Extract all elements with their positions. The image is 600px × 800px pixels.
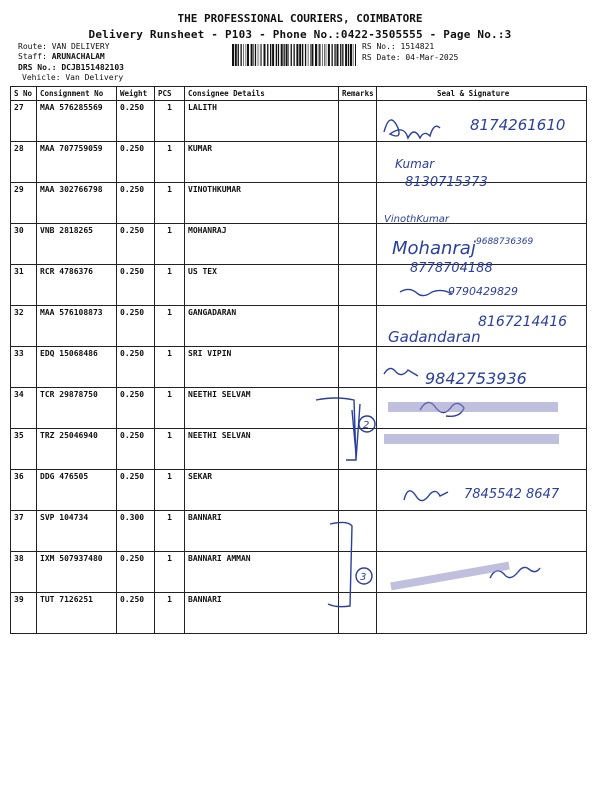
phone-31b: 9790429829 [448, 285, 518, 298]
cell-consignee: NEETHI SELVAM [185, 388, 339, 429]
cell-pcs: 1 [155, 265, 185, 306]
table-row [11, 552, 587, 593]
table-row [11, 142, 587, 183]
cell-signature [377, 224, 587, 265]
cell-consignment: IXM 507937480 [37, 552, 117, 593]
barcode-bar [350, 44, 352, 66]
barcode-bar [235, 44, 237, 66]
name-32: Gadandaran [388, 328, 481, 346]
cell-pcs: 1 [155, 183, 185, 224]
phone-36: 7845542 8647 [464, 487, 560, 502]
name-28: Kumar [395, 157, 435, 171]
cell-consignment: TUT 7126251 [37, 593, 117, 634]
cell-signature [377, 101, 587, 142]
cell-signature [377, 306, 587, 347]
cell-pcs: 1 [155, 552, 185, 593]
barcode-bar [310, 44, 311, 66]
cell-consignment: TCR 29878750 [37, 388, 117, 429]
cell-pcs: 1 [155, 593, 185, 634]
cell-signature [377, 511, 587, 552]
table-row [11, 224, 587, 265]
barcode-bar [324, 44, 325, 66]
barcode-bar [296, 44, 298, 66]
cell-pcs: 1 [155, 142, 185, 183]
cell-remarks [339, 511, 377, 552]
cell-consignee: KUMAR [185, 142, 339, 183]
barcode-bar [334, 44, 335, 66]
cell-consignee: BANNARI AMMAN [185, 552, 339, 593]
cell-consignee: SRI VIPIN [185, 347, 339, 388]
runsheet-table [10, 86, 587, 634]
cell-consignment: MAA 707759059 [37, 142, 117, 183]
cell-consignment: RCR 4786376 [37, 265, 117, 306]
cell-weight: 0.250 [117, 183, 155, 224]
cell-sno: 39 [11, 593, 37, 634]
cell-consignee: BANNARI [185, 511, 339, 552]
barcode-bar [332, 44, 333, 66]
barcode-bar [288, 44, 289, 66]
barcode-bar [258, 44, 259, 66]
cell-consignment: EDQ 15068486 [37, 347, 117, 388]
table-row [11, 593, 587, 634]
cell-consignee: BANNARI [185, 593, 339, 634]
cell-remarks [339, 388, 377, 429]
table-row [11, 429, 587, 470]
barcode-bar [281, 44, 283, 66]
table-row [11, 306, 587, 347]
barcode-bar [264, 44, 266, 66]
barcode-bar [337, 44, 339, 66]
cell-sno: 33 [11, 347, 37, 388]
barcode-bar [260, 44, 261, 66]
rs-number: RS No.: 1514821 [362, 42, 435, 51]
table-row [11, 388, 587, 429]
barcode-bar [247, 44, 249, 66]
barcode-bar [355, 44, 356, 66]
barcode-bar [286, 44, 288, 66]
cell-pcs: 1 [155, 470, 185, 511]
cell-consignment: SVP 104734 [37, 511, 117, 552]
barcode-bar [238, 44, 239, 66]
cell-signature [377, 183, 587, 224]
barcode-bar [340, 44, 341, 66]
cell-consignment: MAA 576285569 [37, 101, 117, 142]
cell-sno: 29 [11, 183, 37, 224]
barcode-bar [276, 44, 277, 66]
barcode-bar [232, 44, 234, 66]
table-row [11, 470, 587, 511]
col-weight: Weight [117, 87, 155, 101]
cell-consignee: GANGADARAN [185, 306, 339, 347]
phone-27: 8174261610 [470, 116, 566, 134]
cell-sno: 30 [11, 224, 37, 265]
cell-pcs: 1 [155, 429, 185, 470]
phone-32: 8167214416 [478, 314, 568, 330]
cell-sno: 32 [11, 306, 37, 347]
cell-weight: 0.250 [117, 306, 155, 347]
cell-sno: 27 [11, 101, 37, 142]
barcode-bar [353, 44, 354, 66]
cell-weight: 0.250 [117, 429, 155, 470]
cell-consignment: DDG 476505 [37, 470, 117, 511]
cell-signature [377, 593, 587, 634]
cell-remarks [339, 142, 377, 183]
barcode-bar [328, 44, 330, 66]
phone-30: 9688736369 [476, 237, 534, 247]
barcode-bar [253, 44, 254, 66]
cell-weight: 0.250 [117, 470, 155, 511]
barcode-bar [315, 44, 317, 66]
cell-sno: 28 [11, 142, 37, 183]
cell-remarks [339, 347, 377, 388]
barcode-bar [302, 44, 303, 66]
col-sno: S No [11, 87, 37, 101]
cell-remarks [339, 306, 377, 347]
cell-weight: 0.250 [117, 388, 155, 429]
runsheet-subtitle: Delivery Runsheet - P103 - Phone No.:0422-3505555 - Page No.:3 [88, 28, 512, 41]
phone-28: 8130715373 [405, 175, 488, 190]
table-header-row [11, 87, 587, 101]
name-29: VinothKumar [384, 214, 449, 225]
cell-pcs: 1 [155, 388, 185, 429]
barcode-bar [251, 44, 253, 66]
table-row [11, 183, 587, 224]
col-remarks: Remarks [339, 87, 377, 101]
cell-consignee: SEKAR [185, 470, 339, 511]
cell-remarks [339, 224, 377, 265]
cell-pcs: 1 [155, 101, 185, 142]
cell-consignee: LALITH [185, 101, 339, 142]
barcode-bar [272, 44, 274, 66]
cell-signature [377, 388, 587, 429]
rs-date: RS Date: 04-Mar-2025 [362, 53, 459, 62]
cell-weight: 0.250 [117, 101, 155, 142]
cell-signature [377, 265, 587, 306]
cell-sno: 38 [11, 552, 37, 593]
col-consignee: Consignee Details [185, 87, 339, 101]
phone-33: 9842753936 [425, 369, 527, 388]
cell-sno: 31 [11, 265, 37, 306]
barcode-bar [278, 44, 279, 66]
cell-signature [377, 429, 587, 470]
cell-weight: 0.250 [117, 142, 155, 183]
barcode-bar [311, 44, 313, 66]
cell-weight: 0.250 [117, 552, 155, 593]
barcode-bar [342, 44, 343, 66]
cell-signature [377, 347, 587, 388]
table-row [11, 511, 587, 552]
barcode-bar [299, 44, 301, 66]
barcode-bar [294, 44, 295, 66]
cell-pcs: 1 [155, 306, 185, 347]
barcode-bar [246, 44, 247, 66]
barcode-bar [261, 44, 262, 66]
barcode-bar [305, 44, 306, 66]
cell-signature [377, 470, 587, 511]
col-consignment: Consignment No [37, 87, 117, 101]
barcode-bar [345, 44, 347, 66]
barcode-bar [284, 44, 285, 66]
barcode-bar [348, 44, 349, 66]
cell-weight: 0.250 [117, 265, 155, 306]
cell-remarks [339, 470, 377, 511]
drs-number: DRS No.: DCJB151482103 [18, 63, 124, 72]
vehicle-label: Vehicle: Van Delivery [22, 73, 124, 82]
cell-remarks [339, 265, 377, 306]
company-title: THE PROFESSIONAL COURIERS, COIMBATORE [177, 12, 423, 25]
cell-weight: 0.250 [117, 593, 155, 634]
cell-consignee: NEETHI SELVAN [185, 429, 339, 470]
table-row [11, 347, 587, 388]
barcode-bar [322, 44, 323, 66]
cell-sno: 34 [11, 388, 37, 429]
cell-consignee: US TEX [185, 265, 339, 306]
cell-remarks [339, 429, 377, 470]
barcode-bar [267, 44, 268, 66]
cell-weight: 0.250 [117, 347, 155, 388]
cell-consignee: MOHANRAJ [185, 224, 339, 265]
cell-remarks [339, 183, 377, 224]
col-pcs: PCS [155, 87, 185, 101]
cell-consignment: VNB 2818265 [37, 224, 117, 265]
staff-value: ARUNACHALAM [51, 52, 105, 61]
barcode-bar [308, 44, 309, 66]
route-label: Route: VAN DELIVERY [18, 42, 110, 51]
name-30: Mohanraj [392, 238, 476, 259]
barcode-bar [255, 44, 256, 66]
cell-signature [377, 142, 587, 183]
barcode-bar [270, 44, 271, 66]
col-signature: Seal & Signature [377, 87, 587, 101]
barcode-bar [326, 44, 327, 66]
barcode-bar [291, 44, 292, 66]
cell-remarks [339, 593, 377, 634]
cell-sno: 37 [11, 511, 37, 552]
table-row [11, 101, 587, 142]
cell-weight: 0.250 [117, 224, 155, 265]
cell-remarks [339, 101, 377, 142]
cell-pcs: 1 [155, 347, 185, 388]
cell-sno: 35 [11, 429, 37, 470]
circle-34-number: 2 [363, 420, 370, 431]
barcode-bar [241, 44, 242, 66]
barcode-bar [319, 44, 320, 66]
cell-remarks [339, 552, 377, 593]
barcode-bar [243, 44, 244, 66]
cell-consignment: MAA 302766798 [37, 183, 117, 224]
staff-label: Staff: [18, 52, 47, 61]
cell-signature [377, 552, 587, 593]
cell-sno: 36 [11, 470, 37, 511]
table-row [11, 265, 587, 306]
staff-line [18, 52, 105, 62]
cell-weight: 0.300 [117, 511, 155, 552]
cell-pcs: 1 [155, 511, 185, 552]
cell-consignment: MAA 576108873 [37, 306, 117, 347]
circle-38-number: 3 [360, 572, 367, 583]
cell-consignment: TRZ 25046940 [37, 429, 117, 470]
phone-31: 8778704188 [410, 261, 493, 276]
barcode [232, 44, 356, 66]
cell-consignee: VINOTHKUMAR [185, 183, 339, 224]
cell-pcs: 1 [155, 224, 185, 265]
barcode-bar [318, 44, 319, 66]
